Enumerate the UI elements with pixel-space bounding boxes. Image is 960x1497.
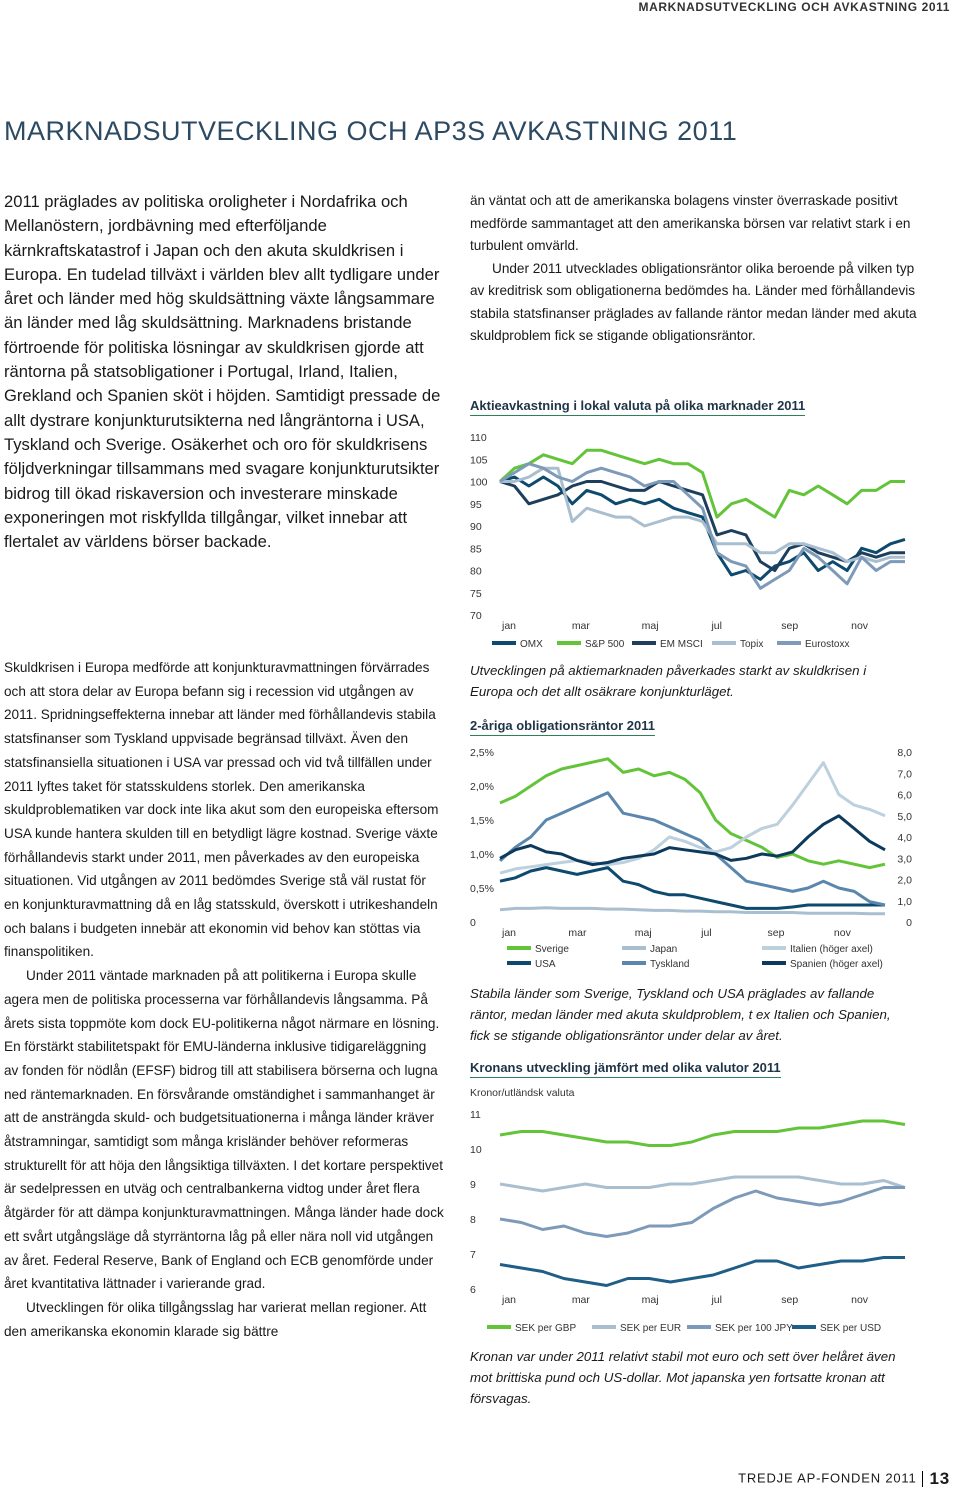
x-tick-label: jul: [711, 620, 722, 632]
series-line: [500, 482, 905, 571]
y-axis-label: Kronor/utländsk valuta: [470, 1087, 575, 1099]
x-tick-label: sep: [781, 1294, 799, 1306]
x-tick-label: nov: [851, 1294, 869, 1306]
legend-label: SEK per USD: [820, 1323, 882, 1334]
x-tick-label: sep: [767, 927, 785, 939]
series-line: [500, 1177, 905, 1191]
y2-tick-label: 8,0: [897, 747, 912, 759]
body-paragraph-5: Under 2011 utvecklades obligationsräntor olika beroende på vilken typ av kreditrisk som obligationerna bedömdes ha. Länder med förhållandevis stabila statsfinanser präglades av fallande räntor medan länder med akuta skuldproblem fick se stigande obligationsräntor.: [470, 260, 917, 343]
y2-tick-label: 6,0: [897, 789, 912, 802]
y-tick-label: 2,0%: [470, 781, 494, 793]
series-line: [500, 1188, 905, 1237]
legend-label: EM MSCI: [660, 639, 703, 650]
series-line: [500, 816, 885, 865]
x-tick-label: jan: [502, 1294, 517, 1306]
y-tick-label: 0,5%: [470, 883, 494, 895]
y-tick-label: 105: [470, 454, 488, 467]
y-tick-label: 9: [470, 1179, 476, 1191]
legend-label: Eurostoxx: [805, 639, 850, 650]
page-title: MARKNADSUTVECKLING OCH AP3S AVKASTNING 2011: [4, 116, 738, 146]
chart-title-currency: Kronans utveckling jämfört med olika valutor 2011: [470, 1060, 781, 1078]
caption-equity: Utvecklingen på aktiemarknaden påverkades starkt av skuldkrisen i Europa och det allt osäkrare konjunkturläget.: [470, 663, 867, 699]
legend-label: USA: [535, 959, 556, 970]
series-line: [500, 793, 885, 905]
series-line: [500, 468, 905, 561]
legend-label: Tyskland: [650, 959, 690, 970]
page-number: 13: [929, 1469, 950, 1488]
y2-tick-label: 2,0: [897, 874, 912, 887]
legend-label: Sverige: [535, 944, 569, 955]
legend-label: OMX: [520, 639, 543, 650]
y2-tick-label: 4,0: [897, 832, 912, 844]
y-tick-label: 90: [470, 521, 482, 533]
y-tick-label: 6: [470, 1284, 476, 1296]
x-tick-label: maj: [634, 927, 652, 939]
footer-text: TREDJE AP-FONDEN 2011: [738, 1470, 917, 1486]
series-line: [500, 1121, 905, 1146]
y-tick-label: 2,5%: [470, 747, 494, 759]
chart-title-bonds: 2-åriga obligationsräntor 2011: [470, 718, 655, 736]
chart-title-equity: Aktieavkastning i lokal valuta på olika marknader 2011: [470, 398, 805, 416]
y2-tick-label: 1,0: [897, 895, 912, 908]
y2-tick-label: 5,0: [897, 810, 912, 823]
y-tick-label: 0: [470, 917, 476, 929]
footer: [738, 1469, 950, 1489]
x-tick-label: nov: [833, 927, 851, 939]
legend-label: SEK per EUR: [620, 1323, 682, 1334]
y-tick-label: 10: [470, 1144, 482, 1156]
y-tick-label: 8: [470, 1214, 476, 1226]
x-tick-label: nov: [851, 620, 869, 632]
x-tick-label: mar: [571, 620, 590, 632]
y2-tick-label: 0: [906, 917, 912, 929]
y-tick-label: 7: [470, 1249, 476, 1261]
x-tick-label: mar: [571, 1294, 590, 1306]
x-tick-label: sep: [781, 620, 799, 632]
x-tick-label: maj: [641, 1294, 659, 1306]
x-tick-label: jul: [711, 1294, 722, 1306]
legend-label: SEK per 100 JPY: [715, 1323, 793, 1334]
series-line: [500, 908, 885, 914]
y-tick-label: 75: [470, 587, 482, 600]
equity-chart: [460, 425, 920, 655]
legend-label: Italien (höger axel): [790, 944, 873, 955]
x-tick-label: maj: [641, 620, 659, 632]
y2-tick-label: 7,0: [897, 768, 912, 781]
y-tick-label: 1,0%: [470, 849, 494, 861]
body-paragraph-1: Skuldkrisen i Europa medförde att konjunkturavmattningen förvärrades och att stora delar av Europa befann sig i recession vid utgången av 2011. Spridningseffekterna innebar att länder med förhållandevis stabila statsfinanser som Tyskland uppvisade begränsad tillväxt. Även den statsfinansiella situationen i USA var pressad och vid två tillfällen under 2011 lyftes taket för statsskuldens storlek. Den amerikanska skuldproblematiken var dock inte lika akut som den europeiska eftersom USA kunde hantera skulden till en betydligt lägre kostnad. Sverige växte förhållandevis starkt under 2011, men påverkades av den europeiska situationen. Vid utgången av 2011 bedömdes Sverige stå väl rustat för en konjunkturavmattning då en låg statsskuld, överskott i utrikeshandeln och balans i budgeten innebär att ekonomin vid behov kan stöttas via finanspolitiken.: [4, 660, 439, 960]
left-column: [4, 656, 444, 1343]
legend-label: S&P 500: [585, 639, 625, 650]
y-tick-label: 85: [470, 543, 482, 556]
series-line: [500, 868, 885, 909]
x-tick-label: jan: [502, 927, 517, 939]
body-paragraph-3: Utvecklingen för olika tillgångsslag har varierat mellan regioner. Att den amerikanska ekonomin klarade sig bättre: [4, 1299, 427, 1339]
y-tick-label: 110: [470, 432, 487, 444]
intro-paragraph: 2011 präglades av politiska oroligheter i Nordafrika och Mellanöstern, jordbävning med efterföljande kärnkraftskatastrof i Japan och den akuta skuldkrisen i Europa. En tudelad tillväxt i världen blev allt tydligare under året och länder med hög skuldsättning växte långsammare än länder med låg skuldsättning. Marknadens bristande förtroende för politiska lösningar av skuldkrisen gjorde att räntorna på statsobligationer i Portugal, Irland, Italien, Grekland och Spanien sköt i höjden. Samtidigt pressade de allt dystrare konjunkturutsikterna ned långräntorna i USA, Tyskland och Sverige. Osäkerhet och oro för skuldkrisens följdverkningar tillsammans med svagare konjunkturutsikter bidrog till ökad riskaversion och investerare minskade exponeringen mot riskfyllda tillgångar, vilket innebar att flertalet av världens börser backade.: [4, 192, 441, 552]
legend-label: Spanien (höger axel): [790, 959, 883, 970]
series-line: [500, 763, 885, 874]
body-paragraph-2: Under 2011 väntade marknaden på att politikerna i Europa skulle agera men de politiska processerna var förhållandevis långsamma. På årets sista toppmöte kom dock EU-politikerna något närmare en lösning. En förstärkt stabilitetspakt för EMU-länderna inklusive tidigareläggning av fonden för nödlån (EFSF) bidrog till att stabilisera börserna och lugna ned räntemarknaden. En försvårande omständighet i sammanhanget är att de ansträngda skuld- och budgetsituationerna i många länder kräver åtstramningar, samtidigt som många krisländer behöver reformeras strukturellt för att höja den långsiktiga tillväxten. I det kortare perspektivet är sedelpressen en utväg och centralbankerna vidtog under året flera åtgärder för att dämpa konjunkturavmattningen. Många länder hade dock ett svårt utgångsläge då styrräntorna låg på eller nära noll vid utgången av året. Federal Reserve, Bank of England och ECB genomförde under året kvantitativa lättnader i varierande grad.: [4, 968, 444, 1292]
y-tick-label: 11: [470, 1109, 481, 1121]
series-line: [500, 1258, 905, 1286]
bond-chart: [460, 742, 920, 982]
caption-currency: Kronan var under 2011 relativt stabil mot euro och sett över helåret även mot brittiska pund och US-dollar. Mot japanska yen fortsatte kronan att försvagas.: [470, 1349, 896, 1406]
y-tick-label: 95: [470, 498, 482, 511]
footer-divider: [922, 1471, 923, 1487]
x-tick-label: jul: [701, 927, 712, 939]
y-tick-label: 70: [470, 610, 482, 622]
legend-label: SEK per GBP: [515, 1323, 577, 1334]
legend-label: Topix: [740, 639, 764, 650]
body-paragraph-4: än väntat och att de amerikanska bolagens vinster överraskade positivt medförde sammantaget att den amerikanska börsen var relativt stark i en turbulent omvärld.: [470, 193, 911, 253]
y-tick-label: 1,5%: [470, 815, 494, 827]
y-tick-label: 100: [470, 476, 488, 489]
y-tick-label: 80: [470, 565, 482, 578]
caption-bonds: Stabila länder som Sverige, Tyskland och USA präglades av fallande räntor, medan länder med akuta skuldproblem, t ex Italien och Spanien, fick se stigande obligationsräntor under delar av året.: [470, 986, 891, 1043]
currency-chart: [460, 1084, 920, 1344]
running-header: MARKNADSUTVECKLING OCH AVKASTNING 2011: [638, 0, 950, 14]
x-tick-label: mar: [568, 927, 587, 939]
right-column: [470, 190, 930, 348]
x-tick-label: jan: [502, 620, 517, 632]
legend-label: Japan: [650, 944, 678, 955]
y2-tick-label: 3,0: [897, 853, 912, 866]
